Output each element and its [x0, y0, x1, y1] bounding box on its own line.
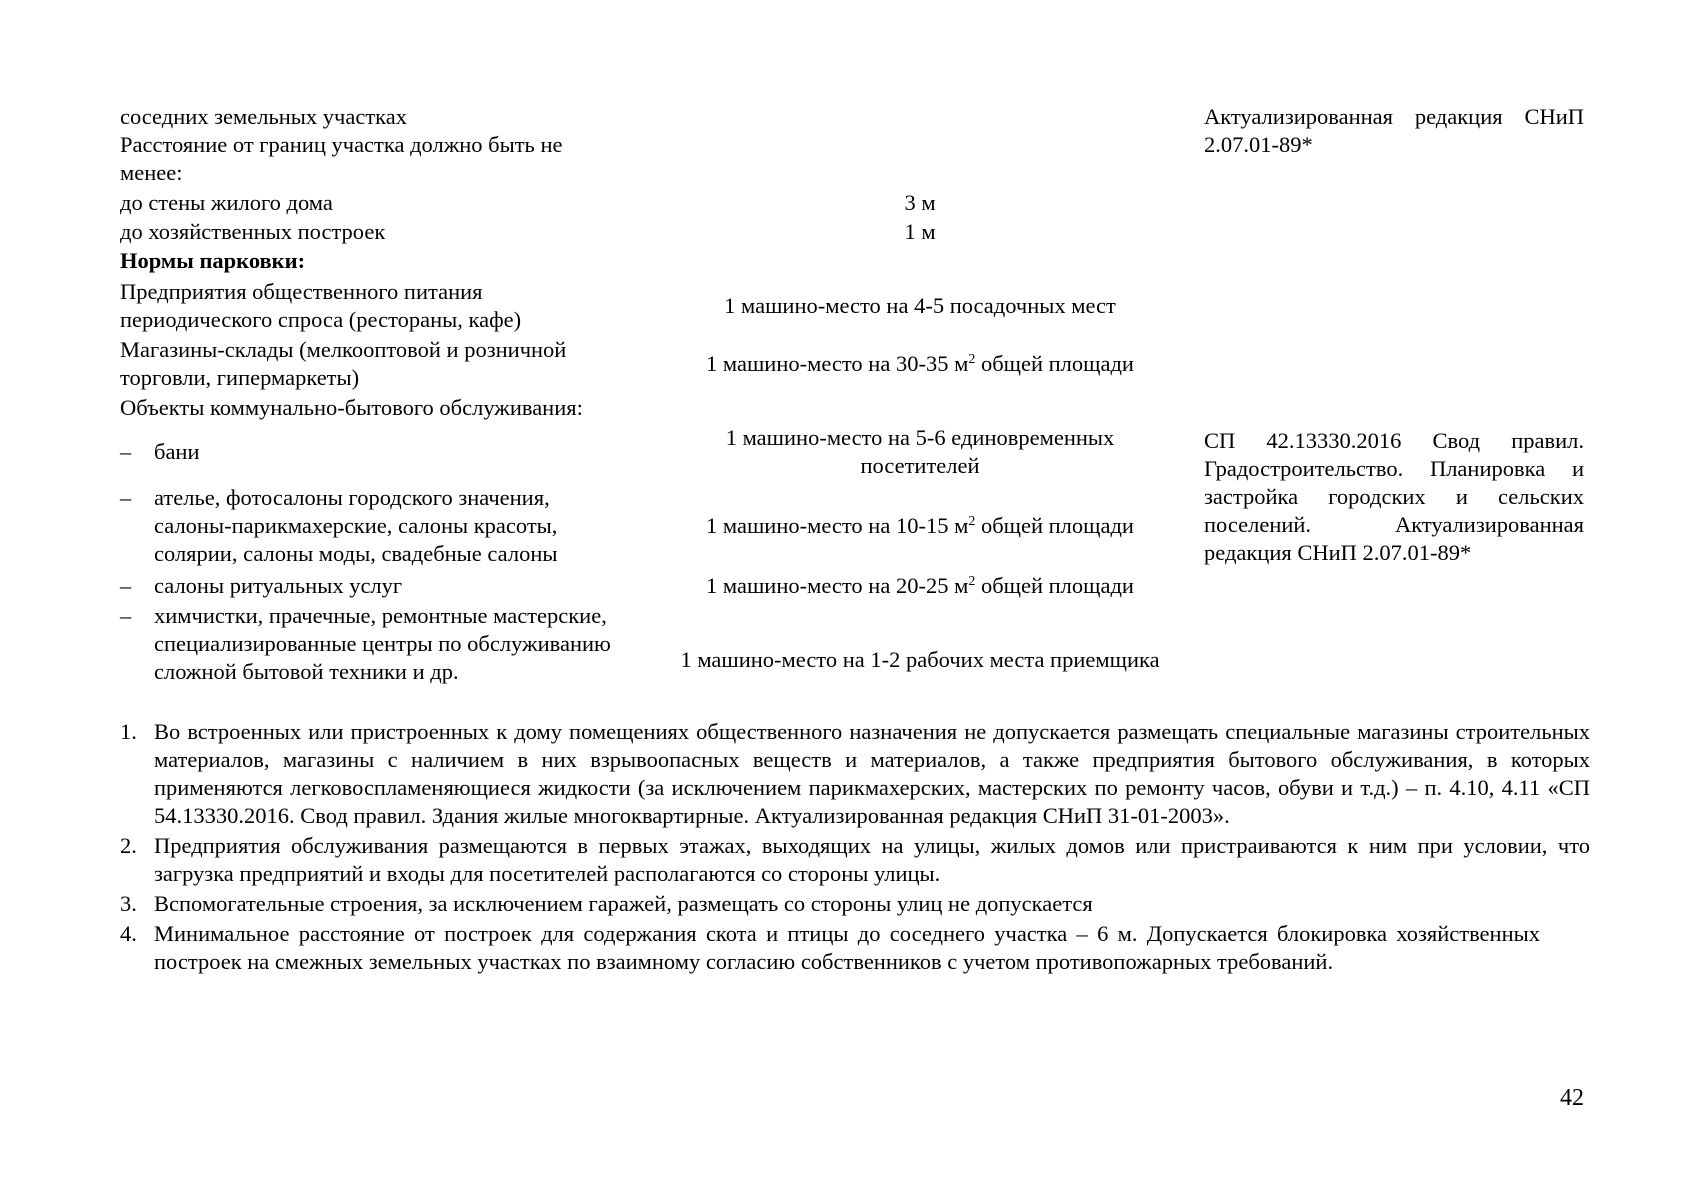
note-text: Предприятия обслуживания размещаются в первых этажах, выходящих на улицы, жилых домов или пристраиваются к ним при условии, что загрузка предприятий и входы для посетителей располагаются со стороны улицы. [154, 833, 1590, 886]
parking-row-catering-norm: 1 машино-место на 4-5 посадочных мест [724, 293, 1116, 318]
note-item [120, 718, 1590, 830]
parking-row-warehouses-norm: 1 машино-место на 30-35 $м^2$ общей площади [706, 351, 1134, 376]
note-item [120, 920, 1540, 976]
note-text: Минимальное расстояние от построек для содержания скота и птицы до соседнего участка – 6 м. Допускается блокировка хозяйственных построек на смежных земельных участках по взаимному согласию собственников с учетом противопожарных требований. [154, 921, 1540, 974]
to-outbuildings-label: до хозяйственных построек [120, 219, 386, 244]
to-outbuildings-value: 1 м [904, 219, 936, 244]
parking-reference: СП 42.13330.2016 Свод правил. Градостроительство. Планировка и застройка городских и сельских поселений. Актуализированная редакция СНиП 2.07.01-89* [1204, 428, 1584, 565]
service-item-baths-norm: 1 машино-место на 5-6 единовременных посетителей [725, 425, 1115, 478]
parking-heading: Нормы парковки: [120, 248, 306, 273]
services-heading: Объекты коммунально-бытового обслуживания: [120, 395, 583, 420]
note-item [120, 890, 1590, 918]
service-item-baths-label: бани [154, 439, 200, 464]
top-reference: Актуализированная редакция СНиП 2.07.01-89* [1204, 104, 1584, 157]
note-text: Во встроенных или пристроенных к дому помещениях общественного назначения не допускается размещать специальные магазины строительных материалов, магазины с наличием в них взрывоопасных веществ и материалов, а также предприятия бытового обслуживания, в которых применяются легковоспламеняющиеся жидкости (за исключением парикмахерских, мастерских по ремонту часов, обуви и т.д.) – п. 4.10, 4.11 «СП 54.13330.2016. Свод правил. Здания жилые многоквартирные. Актуализированная редакция СНиП 31-01-2003». [154, 719, 1590, 828]
notes-list [120, 718, 1590, 978]
note-number: 4. [120, 921, 137, 946]
to-house-wall-value: 3 м [904, 190, 936, 215]
to-house-wall-label: до стены жилого дома [120, 190, 333, 215]
note-number: 1. [120, 719, 137, 744]
service-item-funeral-label: салоны ритуальных услуг [154, 573, 403, 598]
neighbor-plots-text: соседних земельных участках [120, 104, 407, 129]
note-text: Вспомогательные строения, за исключением гаражей, размещать со стороны улиц не допускается [154, 891, 1093, 916]
service-item-salons-norm: 1 машино-место на 10-15 $м^2$ общей площади [706, 513, 1134, 538]
list-dash: – [120, 485, 132, 510]
page-number: 42 [1560, 1085, 1584, 1111]
service-item-salons-label: ателье, фотосалоны городского значения, салоны-парикмахерские, салоны красоты, солярии, салоны моды, свадебные салоны [154, 485, 558, 566]
service-item-funeral-norm: 1 машино-место на 20-25 $м^2$ общей площади [706, 573, 1134, 598]
list-dash: – [120, 573, 132, 598]
service-item-repair-norm: 1 машино-место на 1-2 рабочих места приемщика [680, 647, 1160, 672]
list-dash: – [120, 439, 132, 464]
note-item [120, 832, 1590, 888]
note-number: 3. [120, 891, 137, 916]
parking-row-warehouses-label: Магазины-склады (мелкооптовой и розничной торговли, гипермаркеты) [120, 337, 567, 390]
distance-intro-text: Расстояние от границ участка должно быть не менее: [120, 132, 563, 185]
parking-row-catering-label: Предприятия общественного питания периодического спроса (рестораны, кафе) [120, 279, 522, 332]
service-item-repair-label: химчистки, прачечные, ремонтные мастерские, специализированные центры по обслуживанию сложной бытовой техники и др. [154, 603, 611, 684]
note-number: 2. [120, 833, 137, 858]
list-dash: – [120, 603, 132, 628]
